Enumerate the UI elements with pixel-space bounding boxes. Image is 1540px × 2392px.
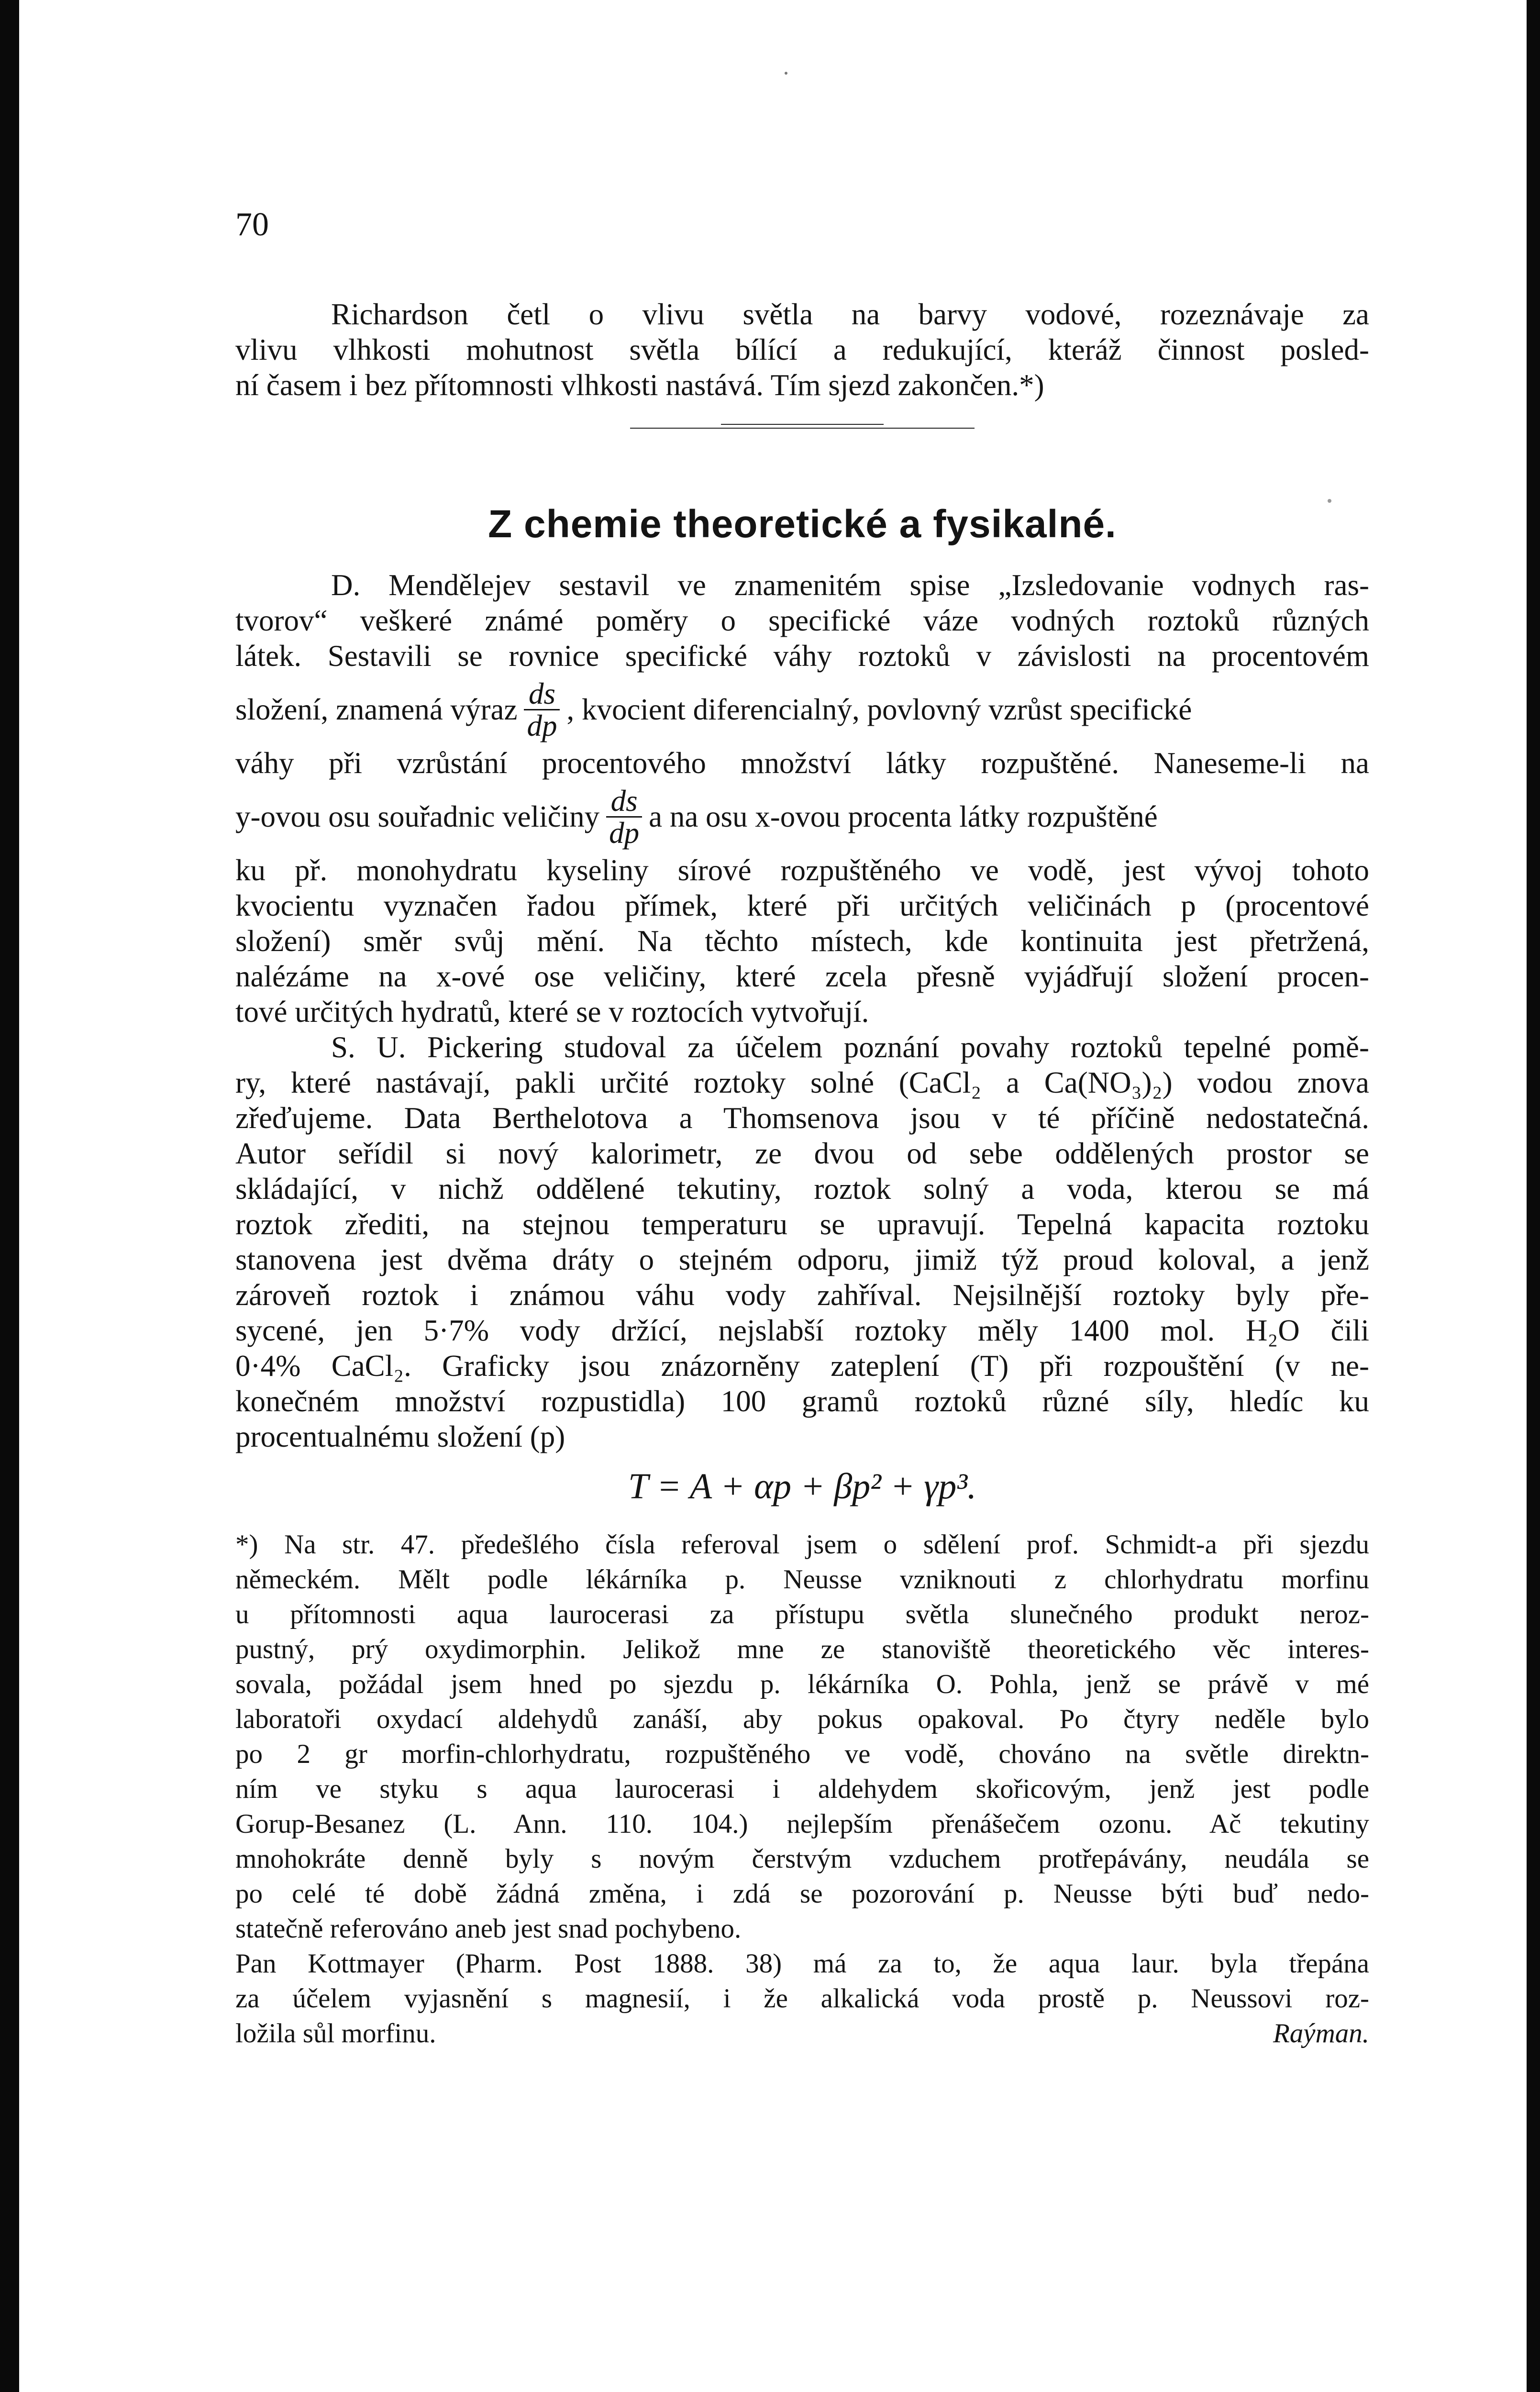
text-line: látek. Sestavili se rovnice specifické váhy roztoků v závislosti na procentovém xyxy=(235,639,1369,673)
mendelejev-paragraph xyxy=(235,567,1369,1030)
text-line: váhy při vzrůstání procentového množství látky rozpuštěné. Naneseme-li na xyxy=(235,746,1369,780)
footnote-line: Gorup-Besanez (L. Ann. 110. 104.) nejlepším přenášečem ozonu. Ač tekutiny xyxy=(235,1809,1369,1839)
fraction-denominator: dp xyxy=(609,816,640,850)
text-line: kvocientu vyznačen řadou přímek, které při určitých veličinách p (procentové xyxy=(235,889,1369,922)
text-line: tvorov“ veškeré známé poměry o specifické váze vodných roztoků různých xyxy=(235,604,1369,637)
footnote-line: laboratoři oxydací aldehydů zanáší, aby pokus opakoval. Po čtyry neděle bylo xyxy=(235,1704,1369,1734)
fraction-line xyxy=(235,674,1369,745)
fraction-numerator: ds xyxy=(524,678,560,710)
text-fragment: a na osu x-ovou procenta látky rozpuštěné xyxy=(649,800,1158,833)
footnote-line: ložila sůl morfinu. xyxy=(235,2018,436,2049)
text-line: nalézáme na x-ové ose veličiny, které zcela přesně vyjádřují složení procen- xyxy=(235,960,1369,993)
text-line: zřeďujeme. Data Berthelotova a Thomsenova jsou v té příčině nedostatečná. xyxy=(235,1101,1369,1135)
text-line: konečném množství rozpustidla) 100 gramů roztoků různé síly, hledíc ku xyxy=(235,1384,1369,1418)
scan-border-right xyxy=(1527,0,1540,2392)
fraction-line xyxy=(235,781,1369,853)
text-line: Autor seřídil si nový kalorimetr, ze dvou od sebe oddělených prostor se xyxy=(235,1137,1369,1170)
signature: Raýman. xyxy=(1273,2018,1369,2049)
fraction-ds-dp xyxy=(524,678,560,741)
text-line: ní časem i bez přítomnosti vlhkosti nastává. Tím sjezd zakončen.*) xyxy=(235,368,1044,402)
footnote-line: po 2 gr morfin-chlorhydratu, rozpuštěného ve vodě, chováno na světle direktn- xyxy=(235,1739,1369,1769)
text-line: roztok zřediti, na stejnou temperaturu se upravují. Tepelná kapacita roztoku xyxy=(235,1207,1369,1241)
footnote-line: statečně referováno aneb jest snad pochybeno. xyxy=(235,1914,742,1944)
text-line: D. Mendělejev sestavil ve znamenitém spise „Izsledovanie vodnych ras- xyxy=(331,568,1369,602)
footnote-line: pustný, prý oxydimorphin. Jelikož mne ze stanoviště theoretického věc interes- xyxy=(235,1634,1369,1664)
footnote-last-line xyxy=(235,2016,1369,2051)
fraction-numerator: ds xyxy=(606,786,642,818)
equation: T = A + αp + βp² + γp³. xyxy=(628,1466,976,1506)
text-line: stanovena jest dvěma dráty o stejném odporu, jimiž týž proud koloval, a jenž xyxy=(235,1243,1369,1276)
page-number: 70 xyxy=(235,206,269,243)
footnote xyxy=(235,1527,1369,2051)
text-line: Richardson četl o vlivu světla na barvy vodové, rozeznávaje za xyxy=(331,298,1369,331)
text-line: skládající, v nichž oddělené tekutiny, roztok solný a voda, kterou se má xyxy=(235,1172,1369,1206)
footnote-line: mnohokráte denně byly s novým čerstvým vzduchem protřepávány, neudála se xyxy=(235,1844,1369,1874)
text-line: tové určitých hydratů, které se v roztocích vytvořují. xyxy=(235,995,869,1029)
text-line: ry, které nastávají, pakli určité roztoky solné (CaCl₂ a Ca(NO₃)₂) vodou znova xyxy=(235,1066,1369,1099)
text-line: složení) směr svůj mění. Na těchto místech, kde kontinuita jest přetržená, xyxy=(235,924,1369,958)
footnote-line: sovala, požádal jsem hned po sjezdu p. lékárníka O. Pohla, jenž se právě v mé xyxy=(235,1669,1369,1699)
footnote-line: ním ve styku s aqua laurocerasi i aldehydem skořicovým, jenž jest podle xyxy=(235,1774,1369,1804)
scan-border-left xyxy=(0,0,19,2392)
text-line: ku př. monohydratu kyseliny sírové rozpuštěného ve vodě, jest vývoj tohoto xyxy=(235,853,1369,887)
fraction-denominator: dp xyxy=(527,709,557,742)
text-line: vlivu vlhkosti mohutnost světla bílící a redukující, kteráž činnost posled- xyxy=(235,333,1369,366)
fraction-ds-dp xyxy=(606,786,642,848)
scan-speck xyxy=(785,72,787,75)
footnote-line: Pan Kottmayer (Pharm. Post 1888. 38) má za to, že aqua laur. byla třepána xyxy=(235,1949,1369,1979)
text-line: S. U. Pickering studoval za účelem poznání povahy roztoků tepelné pomě- xyxy=(331,1030,1369,1064)
footnote-line: u přítomnosti aqua laurocerasi za přístupu světla slunečného produkt neroz- xyxy=(235,1599,1369,1629)
text-line: sycené, jen 5·7% vody držící, nejslabší roztoky měly 1400 mol. H₂O čili xyxy=(235,1314,1369,1347)
footnote-line: po celé té době žádná změna, i zdá se pozorování p. Neusse býti buď nedo- xyxy=(235,1879,1369,1909)
text-line: zároveň roztok i známou váhu vody zahříval. Nejsilnější roztoky byly pře- xyxy=(235,1278,1369,1312)
text-fragment: , kvocient diferencialný, povlovný vzrůst specifické xyxy=(566,693,1192,726)
footnote-line: německém. Mělt podle lékárníka p. Neusse vzniknouti z chlorhydratu morfinu xyxy=(235,1564,1369,1595)
intro-paragraph xyxy=(235,297,1369,403)
text-line: procentualnému složení (p) xyxy=(235,1420,565,1453)
text-fragment: složení, znamená výraz xyxy=(235,693,518,726)
section-divider xyxy=(630,428,975,429)
text-fragment: y-ovou osu souřadnic veličiny xyxy=(235,800,600,833)
text-line: 0·4% CaCl₂. Graficky jsou znázorněny zateplení (T) při rozpouštění (v ne- xyxy=(235,1349,1369,1383)
section-title: Z chemie theoretické a fysikalné. xyxy=(488,502,1117,546)
pickering-paragraph xyxy=(235,1030,1369,1454)
footnote-line: *) Na str. 47. předešlého čísla referoval jsem o sdělení prof. Schmidt-a při sjezdu xyxy=(235,1529,1369,1560)
page-content xyxy=(235,297,1369,2051)
footnote-line: za účelem vyjasnění s magnesií, i že alkalická voda prostě p. Neussovi roz- xyxy=(235,1983,1369,2014)
